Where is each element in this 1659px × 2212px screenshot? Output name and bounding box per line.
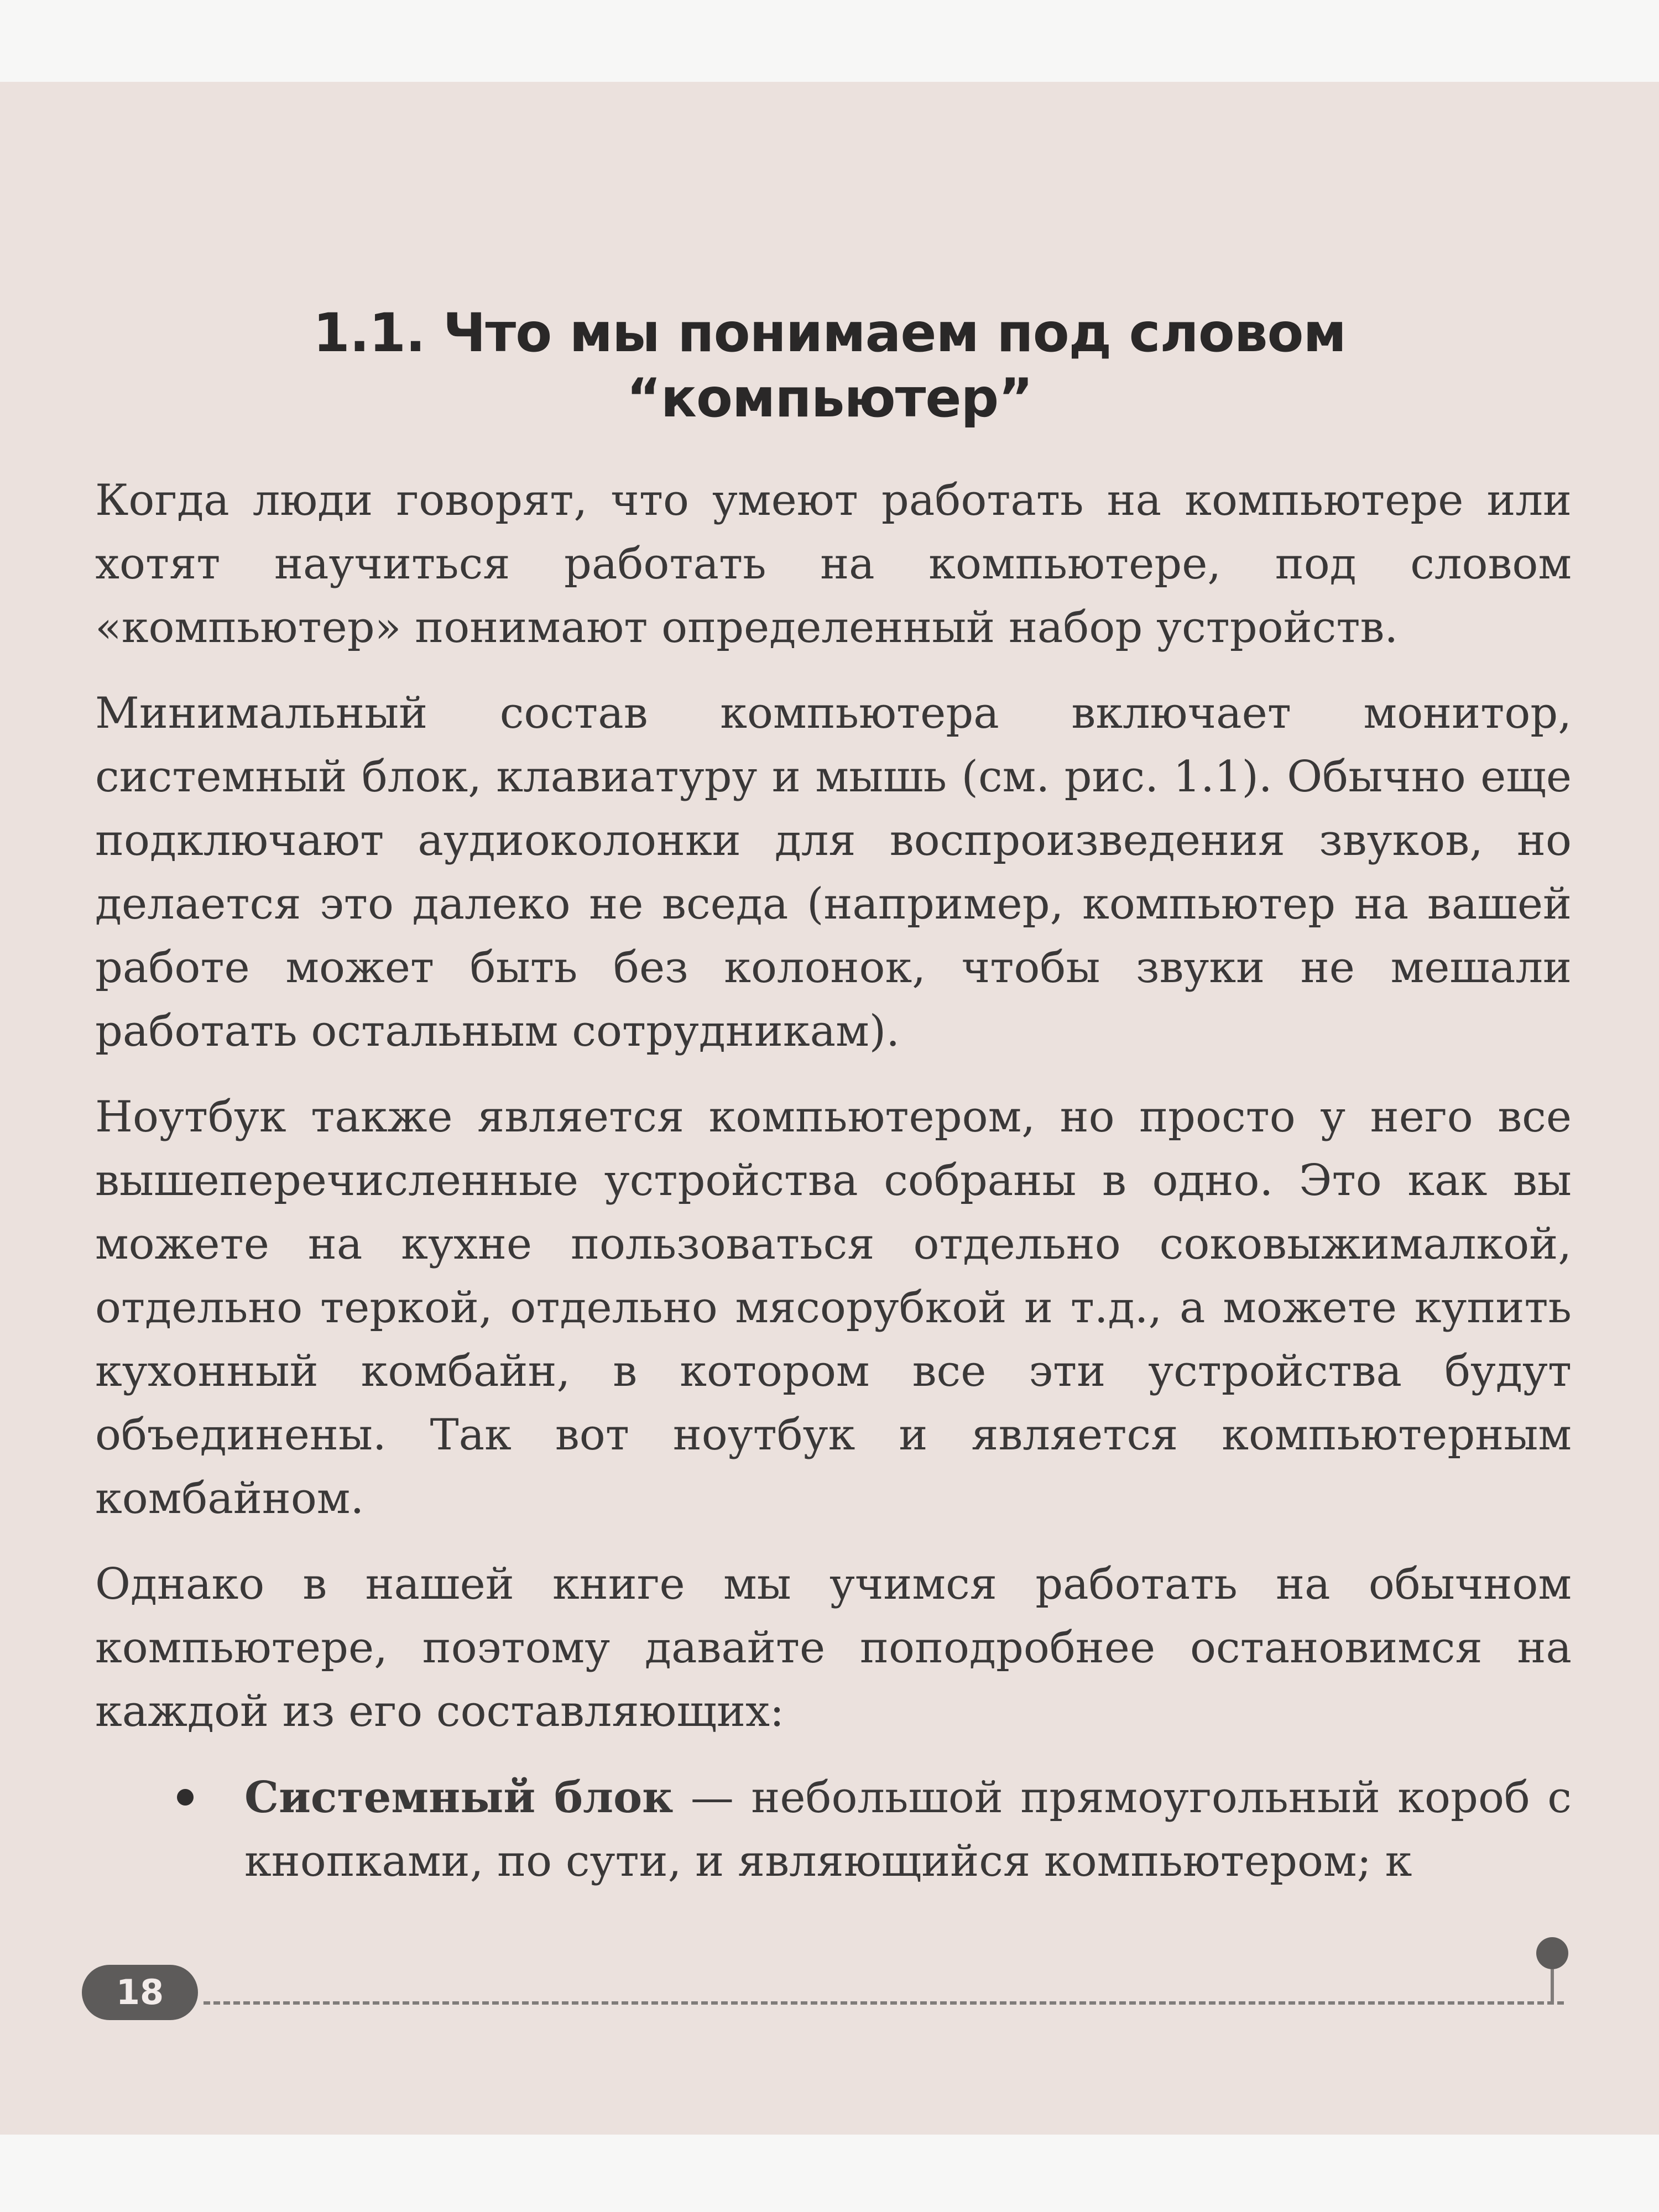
section-heading-line-1: 1.1. Что мы понимаем под словом xyxy=(313,302,1346,364)
list-item xyxy=(244,1766,1572,1893)
page-end-marker-stem xyxy=(1551,1969,1554,2001)
body-text xyxy=(95,469,1572,1893)
page-end-marker-icon xyxy=(1536,1937,1568,1969)
book-page xyxy=(0,82,1659,2135)
paragraph: Минимальный состав компьютера включает монитор, системный блок, клавиатуру и мышь (см. рис. 1.1). Обычно еще подключают аудиоколонки для воспроизведения звуков, но делается это далеко не вседа (например, компьютер на вашей работе может быть без колонок, чтобы звуки не мешали работать остальным сотрудникам). xyxy=(95,688,1572,1056)
bullet-list xyxy=(95,1766,1572,1893)
section-heading-line-2: “компьютер” xyxy=(626,367,1033,429)
section-heading xyxy=(0,300,1659,431)
bullet-text: — небольшой прямоугольный короб с кнопками, по сути, и являющийся компьютером; к xyxy=(244,1773,1572,1886)
dotted-rule xyxy=(204,2001,1564,2005)
paragraph: Когда люди говорят, что умеют работать на компьютере или хотят научиться работать на компьютере, под словом «компьютер» понимают определенный набор устройств. xyxy=(95,476,1572,653)
bullet-term: Системный блок xyxy=(244,1772,674,1823)
page-number: 18 xyxy=(82,1965,198,2020)
paragraph: Ноутбук также является компьютером, но просто у него все вышеперечисленные устройства собраны в одно. Это как вы можете на кухне пользоваться отдельно соковыжималкой, отдельно теркой, отдельно мясорубкой и т.д., а можете купить кухонный комбайн, в котором все эти устройства будут объединены. Так вот ноутбук и является компьютерным комбайном. xyxy=(95,1092,1572,1524)
paragraph: Однако в нашей книге мы учимся работать на обычном компьютере, поэтому давайте поподробнее остановимся на каждой из его составляющих: xyxy=(95,1559,1572,1736)
bullet-icon xyxy=(177,1789,194,1806)
page-footer xyxy=(82,1965,1564,2031)
